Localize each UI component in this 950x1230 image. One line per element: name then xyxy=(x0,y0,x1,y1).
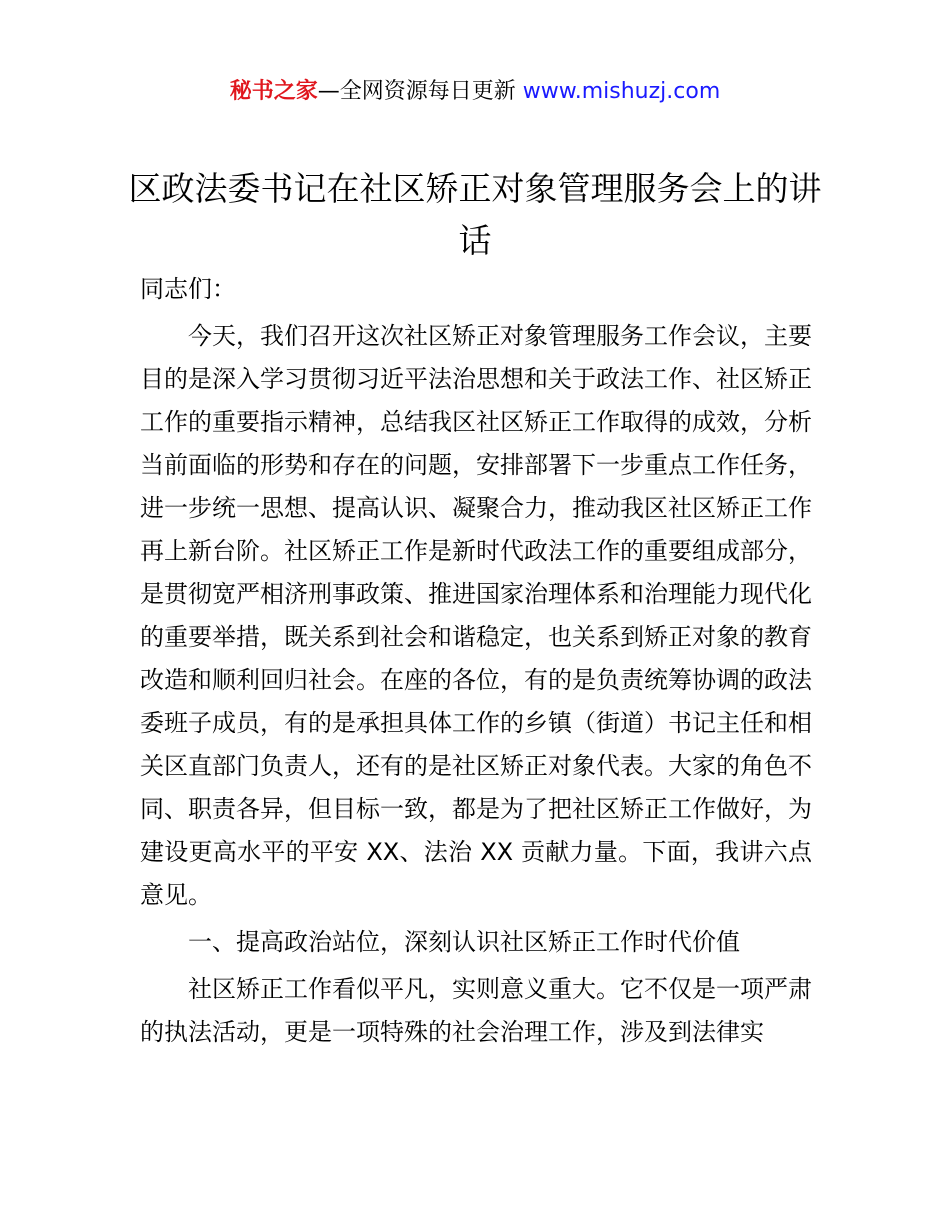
header-tagline: —全网资源每日更新 xyxy=(317,79,523,104)
paragraph-section-1: 社区矫正工作看似平凡，实则意义重大。它不仅是一项严肃的执法活动，更是一项特殊的社会治理工作，涉及到法律实 xyxy=(140,975,812,1046)
site-url-link[interactable]: www.mishuzj.com xyxy=(522,79,721,104)
document-body xyxy=(140,268,812,1054)
salutation: 同志们： xyxy=(140,275,236,303)
document-title: 区政法委书记在社区矫正对象管理服务会上的讲话 xyxy=(128,169,822,260)
section-heading-1: 一、提高政治站位，深刻认识社区矫正工作时代价值 xyxy=(188,928,740,956)
brand-name: 秘书之家 xyxy=(229,79,318,104)
paragraph-intro: 今天，我们召开这次社区矫正对象管理服务工作会议，主要目的是深入学习贯彻习近平法治思想和关于政法工作、社区矫正工作的重要指示精神，总结我区社区矫正工作取得的成效，分析当前面临的形势和存在的问题，安排部署下一步重点工作任务，进一步统一思想、提高认识、凝聚合力，推动我区社区矫正工作再上新台阶。社区矫正工作是新时代政法工作的重要组成部分，是贯彻宽严相济刑事政策、推进国家治理体系和治理能力现代化的重要举措，既关系到社会和谐稳定，也关系到矫正对象的教育改造和顺利回归社会。在座的各位，有的是负责统筹协调的政法委班子成员，有的是承担具体工作的乡镇（街道）书记主任和相关区直部门负责人，还有的是社区矫正对象代表。大家的角色不同、职责各异，但目标一致，都是为了把社区矫正工作做好，为建设更高水平的平安 XX、法治 XX 贡献力量。下面，我讲六点意见。 xyxy=(140,322,812,909)
site-header xyxy=(0,76,950,108)
